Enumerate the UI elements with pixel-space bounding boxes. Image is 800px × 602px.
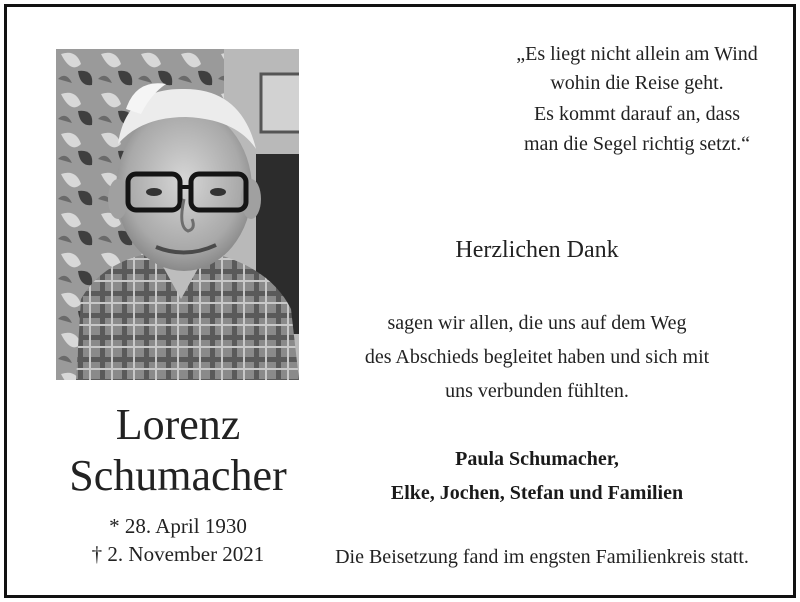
quote-line: wohin die Reise geht. [550, 72, 724, 94]
quote-line: man die Segel richtig setzt.“ [523, 133, 751, 155]
thanks-line: uns verbunden fühlten. [445, 380, 629, 402]
quote-line: Es kommt darauf an, dass [533, 103, 741, 125]
thanks-line: des Abschieds begleitet haben und sich mit [364, 346, 710, 368]
family-line: Elke, Jochen, Stefan und Familien [390, 482, 684, 504]
deceased-last-name: Schumacher [69, 451, 287, 500]
burial-note: Die Beisetzung fand im engsten Familienkreis statt. [335, 546, 749, 568]
birth-date: * 28. April 1930 [109, 514, 247, 538]
thanks-heading: Herzlichen Dank [455, 237, 619, 263]
death-date: † 2. November 2021 [91, 542, 265, 566]
thanks-line: sagen wir allen, die uns auf dem Weg [387, 312, 687, 334]
portrait-photo [56, 49, 299, 380]
family-line: Paula Schumacher, [455, 448, 619, 470]
deceased-first-name: Lorenz [115, 400, 241, 449]
obituary-card [4, 4, 796, 598]
portrait-photo-image [56, 49, 299, 380]
quote-line: „Es liegt nicht allein am Wind [516, 43, 758, 65]
